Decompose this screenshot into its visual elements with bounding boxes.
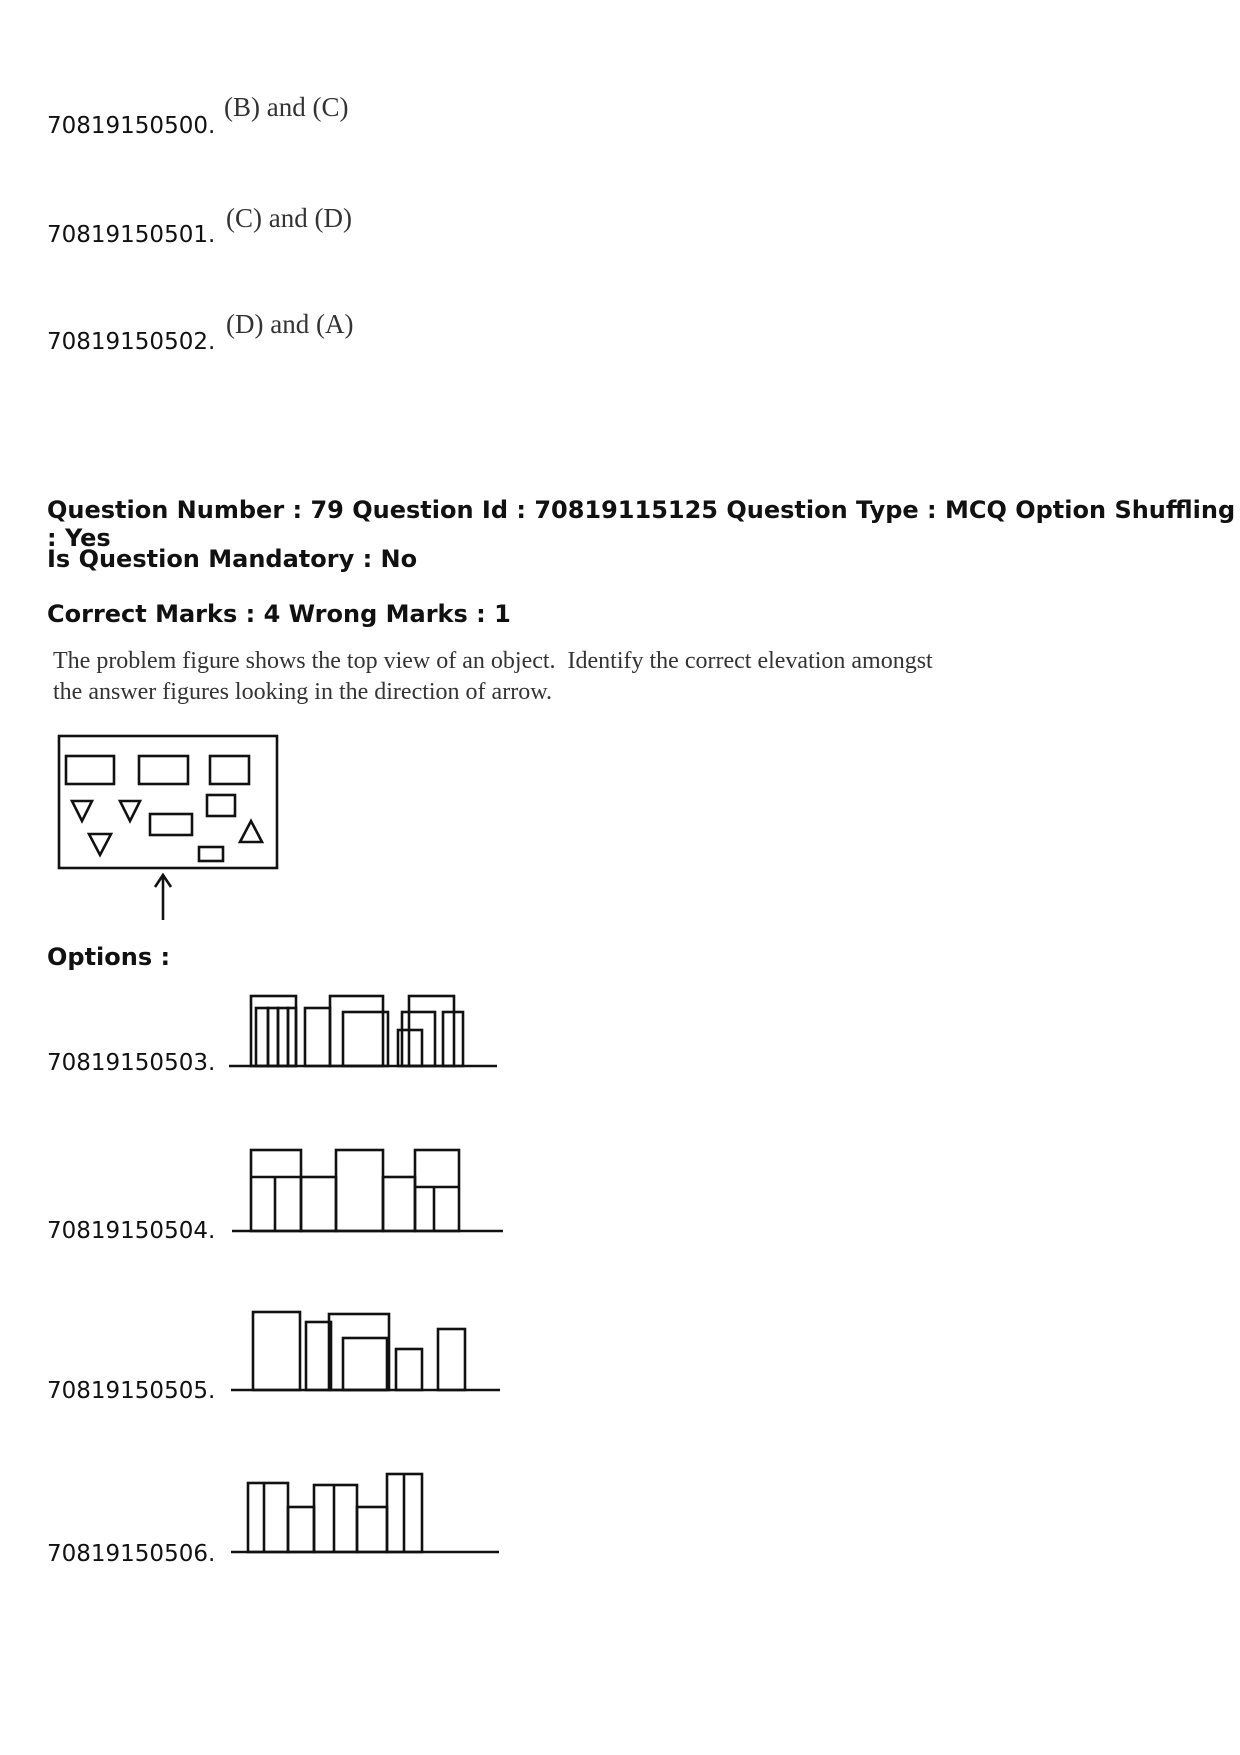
options-label: Options : bbox=[47, 943, 171, 971]
option-id-70819150501: 70819150501. bbox=[47, 222, 216, 248]
option-text-d-and-a: (D) and (A) bbox=[226, 309, 354, 339]
option-id-70819150504: 70819150504. bbox=[47, 1218, 216, 1244]
option-id-70819150502: 70819150502. bbox=[47, 329, 216, 355]
option-id-70819150505: 70819150505. bbox=[47, 1378, 216, 1404]
question-text-line-1: The problem figure shows the top view of an object. Identify the correct elevation amongst bbox=[53, 648, 933, 674]
option-text-c-and-d: (C) and (D) bbox=[226, 203, 352, 233]
question-marks-line: Correct Marks : 4 Wrong Marks : 1 bbox=[47, 600, 511, 628]
option-id-70819150500: 70819150500. bbox=[47, 113, 216, 139]
option-text-b-and-c: (B) and (C) bbox=[224, 92, 349, 122]
question-meta-line: Question Number : 79 Question Id : 70819115125 Question Type : MCQ Option Shuffling : Yes bbox=[47, 496, 1236, 552]
option-id-70819150506: 70819150506. bbox=[47, 1541, 216, 1567]
question-mandatory-line: Is Question Mandatory : No bbox=[47, 545, 418, 573]
question-text-line-2: the answer figures looking in the direction of arrow. bbox=[53, 679, 552, 705]
option-id-70819150503: 70819150503. bbox=[47, 1050, 216, 1076]
